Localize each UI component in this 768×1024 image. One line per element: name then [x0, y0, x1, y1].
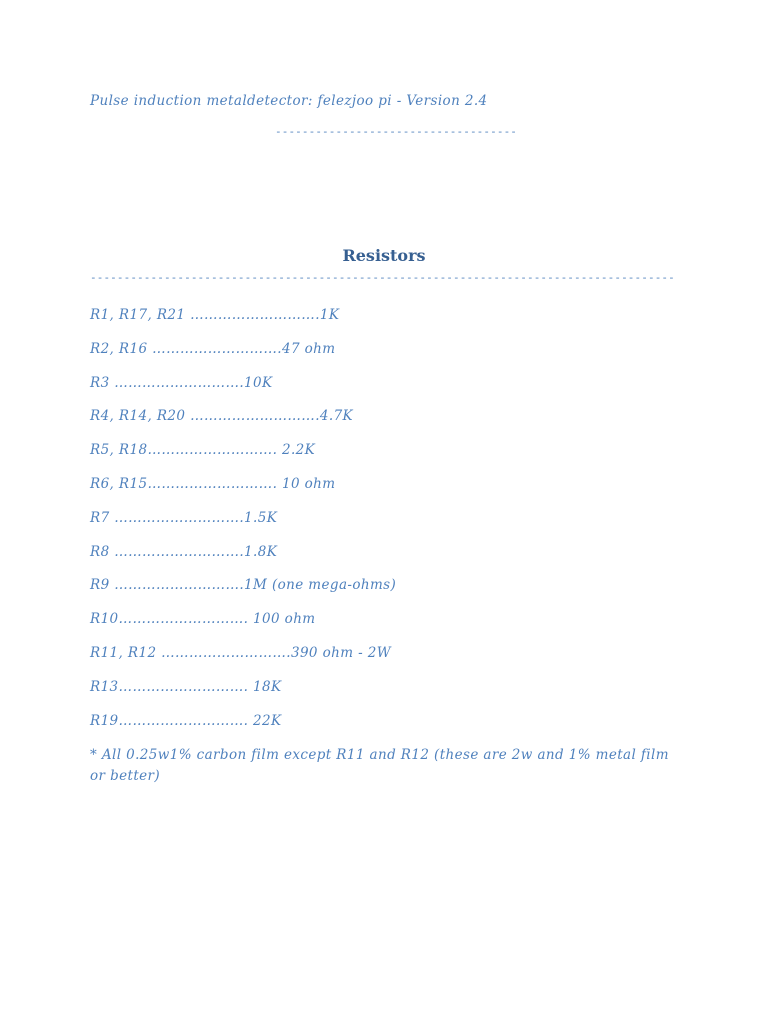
list-item: R2, R16 ……………………….47 ohm [90, 340, 336, 357]
list-item: R10………………………. 100 ohm [90, 611, 316, 628]
section-divider: --------------------------------------------------------------------------------------- [90, 271, 675, 284]
list-item: R8 ……………………….1.8K [90, 543, 278, 560]
header-divider: ------------------------------------ [275, 125, 518, 138]
section-title: Resistors [342, 246, 426, 265]
list-item: R5, R18………………………. 2.2K [90, 442, 316, 459]
list-item: R6, R15………………………. 10 ohm [90, 475, 336, 492]
list-item: R4, R14, R20 ……………………….4.7K [90, 408, 354, 425]
list-item: R1, R17, R21 ……………………….1K [90, 307, 340, 323]
list-item: R7 ……………………….1.5K [90, 509, 278, 526]
list-item: R11, R12 ……………………….390 ohm - 2W [90, 644, 392, 661]
document-header: Pulse induction metaldetector: felezjoo pi - Version 2.4 [90, 93, 488, 109]
list-item: R9 ……………………….1M (one mega-ohms) [90, 577, 397, 594]
list-item: R3 ……………………….10K [90, 374, 273, 391]
footnote: * All 0.25w1% carbon film except R11 and R12 (these are 2w and 1% metal film or better) [90, 747, 669, 784]
list-item: R19………………………. 22K [90, 712, 282, 729]
list-item: R13………………………. 18K [90, 678, 282, 695]
resistor-list [90, 305, 396, 744]
